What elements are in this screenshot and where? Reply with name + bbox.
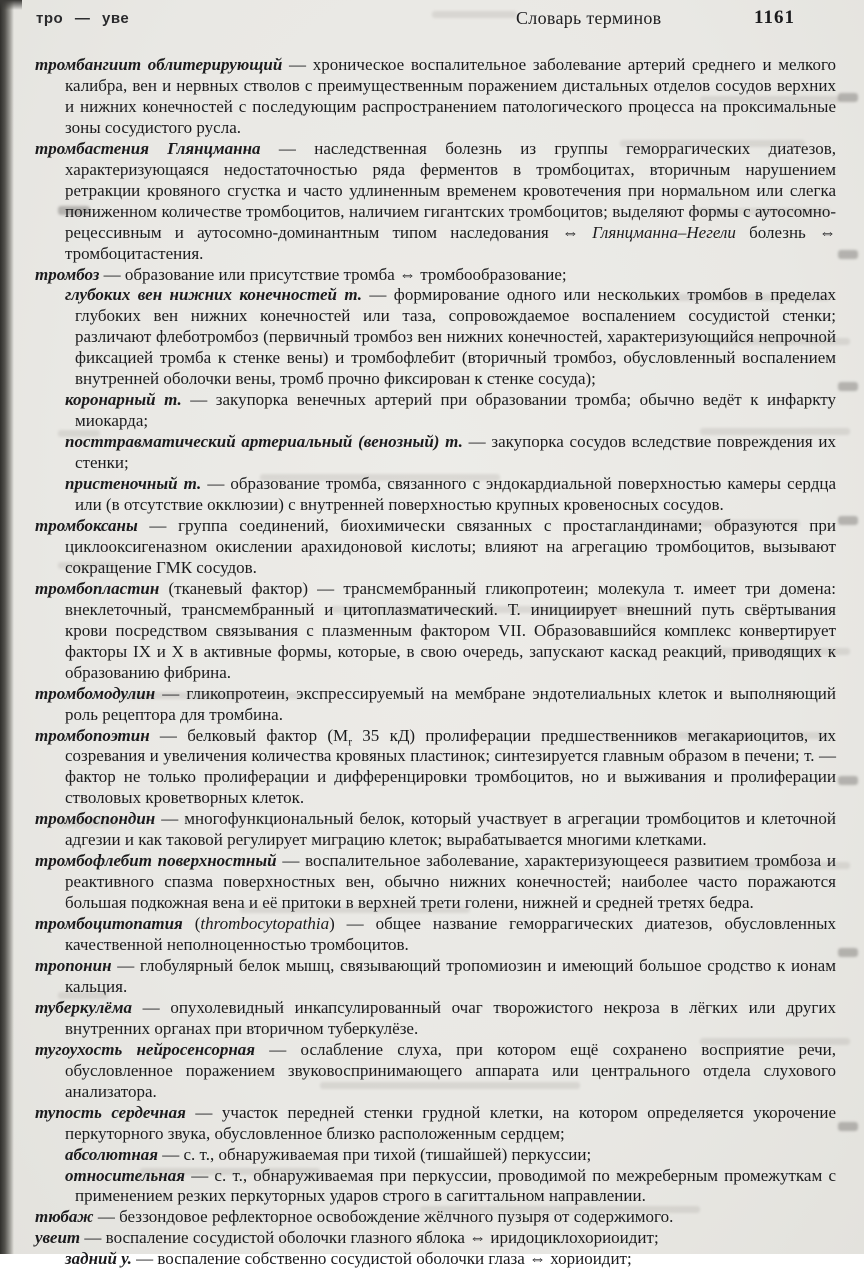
- entry-headword: тромбоксаны: [35, 515, 138, 535]
- entry-text: — белковый фактор (М: [149, 725, 349, 745]
- entry-headword: глубоких вен нижних конечностей т.: [65, 285, 363, 305]
- page-title: Словарь терминов: [516, 8, 662, 28]
- dictionary-entry: [35, 851, 836, 914]
- entry-text: — закупорка сосудов вследствие повреждения их стенки;: [75, 432, 836, 473]
- dictionary-entry: [35, 55, 836, 139]
- page-number: 1161: [754, 7, 795, 28]
- dictionary-subentry: [35, 1249, 836, 1270]
- bleed-through-smudge: [838, 93, 858, 102]
- entry-text: Глянцманна–Негели: [592, 222, 736, 242]
- dictionary-entry: [35, 809, 836, 851]
- entries-container: [35, 55, 836, 1270]
- dictionary-entry: [35, 1103, 836, 1145]
- entry-text: — закупорка венечных артерий при образовании тромба; обычно ведёт к инфаркту миокарда;: [75, 390, 836, 431]
- dictionary-entry: [35, 516, 836, 579]
- bleed-through-smudge: [838, 1122, 858, 1131]
- entry-headword: относительная: [65, 1165, 185, 1185]
- running-head: тро — уве: [36, 10, 130, 27]
- entry-text: — воспалительное заболевание, характеризующееся развитием тромбоза и реактивного спазма поверхностных вен, обычно нижних конечностей; наиболее часто поражаются большая подкожная вена и её притоки в верхней трети голени, нижней и средней третях бедра.: [65, 851, 836, 913]
- entry-headword: тромбоспондин: [35, 809, 156, 829]
- bleed-through-smudge: [838, 250, 858, 259]
- entry-headword: тюбаж: [35, 1207, 94, 1227]
- dictionary-entry: [35, 726, 836, 810]
- entry-text: — образование или присутствие тромба ⇔ тромбообразование;: [99, 264, 567, 284]
- dictionary-entry: [35, 998, 836, 1040]
- entry-text: — группа соединений, биохимически связанных с простагландинами; образуются при циклооксигеназном окислении арахидоновой кислоты; влияют на агрегацию тромбоцитов, вызывают сокращение ГМК сосудов.: [65, 515, 836, 577]
- entry-headword: тромбофлебит поверхностный: [35, 851, 277, 871]
- bleed-through-smudge: [838, 948, 858, 957]
- entry-headword: тромбастения Глянцманна: [35, 138, 261, 158]
- entry-text: — глобулярный белок мышц, связывающий тропомиозин и имеющий большое сродство к ионам кальция.: [65, 955, 836, 996]
- dictionary-entry: [35, 684, 836, 726]
- entry-headword: тромбоз: [35, 264, 100, 284]
- bleed-through-smudge: [838, 382, 858, 391]
- entry-headword: абсолютная: [65, 1144, 159, 1164]
- entry-headword: тромбоцитопатия: [35, 914, 183, 934]
- dictionary-entry: [35, 914, 836, 956]
- entry-text: — участок передней стенки грудной клетки, на котором определяется укорочение перкуторного звука, обусловленное близко расположенным сердцем;: [65, 1102, 836, 1143]
- entry-headword: тромбопоэтин: [35, 725, 150, 745]
- entry-text: — образование тромба, связанного с эндокардиальной поверхностью камеры сердца или (в отсутствие окклюзии) с внутренней поверхностью крупных кровеносных сосудов.: [75, 474, 836, 515]
- entry-text: — с. т., обнаруживаемая при тихой (тишайшей) перкуссии;: [158, 1144, 592, 1164]
- entry-text: — опухолевидный инкапсулированный очаг творожистого некроза в лёгких или других внутренних органах при вторичном туберкулёзе.: [65, 997, 836, 1038]
- dictionary-entry: [35, 139, 836, 265]
- dictionary-subentry: [35, 432, 836, 474]
- dictionary-subentry: [35, 1166, 836, 1208]
- entry-text: — воспаление сосудистой оболочки глазного яблока ⇔ иридоциклохориоидит;: [80, 1228, 659, 1248]
- entry-text: — хроническое воспалительное заболевание артерий среднего и мелкого калибра, вен и нервных стволов с преимущественным поражением дистальных отделов сосудов верхних и нижних конечностей с последующим распространением патологического процесса на проксимальные зоны сосудистого русла.: [65, 55, 836, 137]
- dictionary-entry: [35, 1207, 836, 1228]
- dictionary-subentry: [35, 390, 836, 432]
- entry-headword: тугоухость нейросенсорная: [35, 1039, 256, 1059]
- entry-text: — ослабление слуха, при котором ещё сохранено восприятие речи, обусловленное поражением звуковоспринимающего аппарата или центрального отдела слухового анализатора.: [65, 1039, 836, 1101]
- entry-text: (: [182, 914, 201, 934]
- dictionary-entry: [35, 956, 836, 998]
- dictionary-entry: [35, 1228, 836, 1249]
- entry-headword: посттравматический артериальный (венозный) т.: [65, 432, 463, 452]
- bleed-through-smudge: [838, 516, 858, 525]
- bleed-through-smudge: [838, 776, 858, 785]
- entry-headword: тропонин: [35, 955, 112, 975]
- entry-headword: тромбопластин: [35, 578, 160, 598]
- entry-text: r: [348, 734, 353, 748]
- book-binding-shadow: [0, 0, 14, 1254]
- entry-headword: пристеночный т.: [65, 474, 202, 494]
- entry-headword: тупость сердечная: [35, 1102, 186, 1122]
- entry-headword: туберкулёма: [35, 997, 132, 1017]
- entry-headword: задний у.: [65, 1249, 132, 1269]
- dictionary-subentry: [35, 285, 836, 390]
- entry-text: болезнь ⇔ тромбоцитастения.: [65, 222, 836, 263]
- dictionary-entry: [35, 579, 836, 684]
- dictionary-entry: [35, 265, 836, 286]
- entry-text: thrombocytopathia: [200, 914, 330, 934]
- dictionary-subentry: [35, 1145, 836, 1166]
- entry-text: — наследственная болезнь из группы геморрагических диатезов, характеризующаяся недостаточностью ряда ферментов в тромбоцитах, вторичным нарушением ретракции кровяного сгустка и часто удлиненным временем кровотечения при нормальном или слегка пониженном количестве тромбоцитов, наличием гигантских тромбоцитов; выделяют формы с аутосомно-рецессивным и аутосомно-доминантным типом наследования ⇔: [65, 138, 836, 242]
- dictionary-subentry: [35, 474, 836, 516]
- entry-text: (тканевый фактор) — трансмембранный гликопротеин; молекула т. имеет три домена: внеклеточный, трансмембранный и цитоплазматический. Т. инициирует внешний путь свёртывания крови посредством связывания с плазменным фактором VII. Образовавшийся комплекс конвертирует факторы IX и X в активные формы, которые, в свою очередь, запускают каскад реакций, приводящих к образованию фибрина.: [65, 578, 836, 682]
- entry-text: — формирование одного или нескольких тромбов в пределах глубоких вен нижних конечностей или таза, сопровождаемое воспалением сосудистой стенки; различают флеботромбоз (первичный тромбоз вен нижних конечностей, характеризующийся непрочной фиксацией тромба к стенке вены) и тромбофлебит (вторичный тромбоз, обусловленный воспалением внутренней оболочки вены, тромб прочно фиксирован к стенке сосуда);: [75, 285, 836, 389]
- entry-text: 35 кД) пролиферации предшественников мегакариоцитов, их созревания и увеличения количества кровяных пластинок; синтезируется главным образом в печени; т. — фактор не только пролиферации и дифференцировки тромбоцитов, но и выживания и пролиферации стволовых кроветворных клеток.: [65, 725, 836, 808]
- entry-text: — гликопротеин, экспрессируемый на мембране эндотелиальных клеток и выполняющий роль рецептора для тромбина.: [65, 683, 836, 724]
- entry-headword: тромбомодулин: [35, 683, 156, 703]
- dictionary-entry: [35, 1040, 836, 1103]
- entry-text: — воспаление собственно сосудистой оболочки глаза ⇔ хориоидит;: [131, 1249, 632, 1269]
- entry-text: — многофункциональный белок, который участвует в агрегации тромбоцитов и клеточной адгезии и как таковой регулирует миграцию клеток; вырабатывается многими клетками.: [65, 809, 836, 850]
- entry-headword: увеит: [35, 1228, 81, 1248]
- entry-headword: тромбангиит облитерирующий: [35, 55, 283, 74]
- entry-text: — беззондовое рефлекторное освобождение жёлчного пузыря от содержимого.: [93, 1207, 674, 1227]
- entry-text: ) — общее название геморрагических диатезов, обусловленных качественной неполноценностью тромбоцитов.: [65, 914, 836, 955]
- page-header: [0, 8, 864, 36]
- entry-text: — с. т., обнаруживаемая при перкуссии, проводимой по межреберным промежуткам с применением резких перкуторных ударов строго в сагиттальном направлении.: [75, 1165, 836, 1206]
- entry-headword: коронарный т.: [65, 390, 182, 410]
